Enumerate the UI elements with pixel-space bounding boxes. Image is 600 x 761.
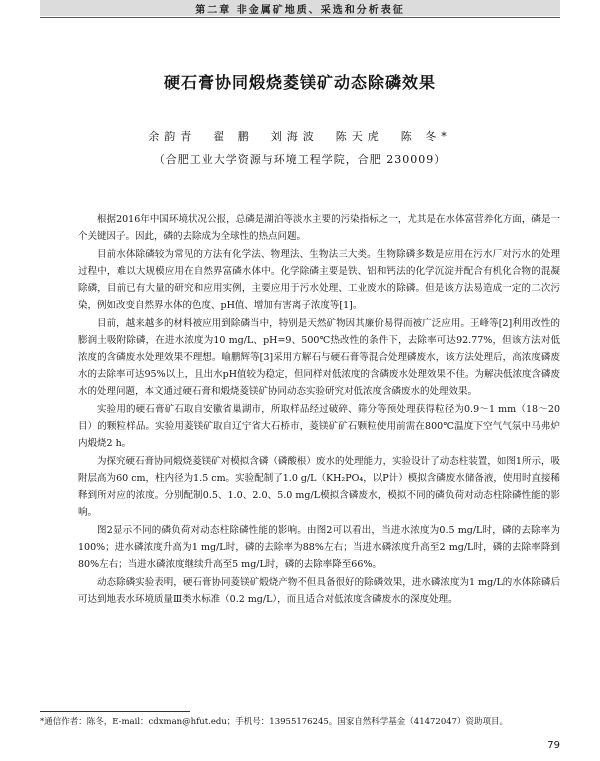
affiliation: （合肥工业大学资源与环境工程学院，合肥 230009） [153, 153, 447, 166]
paragraph-materials: 实验用的硬石膏矿石取自安徽省巢湖市，所取样品经过破碎、筛分等预处理获得粒径为0.9～1 mm（18～20目）的颗粒样品。实验用菱镁矿取自辽宁省大石桥市，菱镁矿矿石颗粒使用前需在800℃温度下空气气氛中马弗炉内煅烧2 h。 [78, 404, 560, 449]
running-header: 第二章 非金属矿地质、采选和分析表征 [195, 5, 405, 16]
page-number: 79 [547, 740, 560, 751]
paragraph-methods-overview: 目前水体除磷较为常见的方法有化学法、物理法、生物法三大类。生物除磷多数是应用在污水厂对污水的处理过程中，难以大规模应用在自然界富磷水体中。化学除磷主要是铁、铝和钙法的化学沉淀并配合有机化合物的混凝除磷，目前已有大量的研究和应用实例，主要应用于污水处理、工业废水的除磷。但是该方法易造成一定的二次污染，例如改变自然界水体的色度、pH值、增加有害离子浓度等[1]。 [78, 249, 560, 311]
paragraph-results: 图2显示不同的磷负荷对动态柱除磷性能的影响。由图2可以看出，当进水浓度为0.5 mg/L时，磷的去除率为100%；进水磷浓度升高为1 mg/L时，磷的去除率为88%左右；当进水磷浓度升高至2 mg/L时，磷的去除率降到80%左右；当进水磷浓度继续升高至5 mg/L时，磷的去除率降至66%。 [78, 525, 560, 570]
footnote-divider [40, 711, 190, 712]
paragraph-intro: 根据2016年中国环境状况公报，总磷是湖泊等淡水主要的污染指标之一，尤其是在水体富营养化方面，磷是一个关键因子。因此，磷的去除成为全球性的热点问题。 [78, 214, 560, 242]
paragraph-conclusion: 动态除磷实验表明，硬石膏协同菱镁矿煅烧产物不但具备很好的除磷效果，进水磷浓度为1 mg/L的水体除磷后可达到地表水环境质量Ⅲ类水标准（0.2 mg/L），而且适合对低浓度含磷废水的深度处理。 [78, 577, 560, 605]
paragraph-experiment: 为探究硬石膏协同煅烧菱镁矿对模拟含磷（磷酸根）废水的处理能力，实验设计了动态柱装置，如图1所示，吸附层高为60 cm，柱内径为1.5 cm。实验配制了1.0 g/L（KH₂PO₄，以P计）模拟含磷废水储备液，使用时直接稀释到所对应的浓度。分别配制0.5、1.0、2.0、5.0 mg/L模拟含磷废水，模拟不同的磷负荷对动态柱除磷性能的影响。 [78, 456, 560, 518]
paragraph-literature: 目前，越来越多的材料被应用到除磷当中，特别是天然矿物因其廉价易得而被广泛应用。王峰等[2]利用改性的膨润土吸附除磷，在进水浓度为10 mg/L、pH=9、500℃热改性的条件下，去除率可达92.77%，但该方法对低浓度的含磷废水处理效果不理想。喻鹏辉等[3]采用方解石与硬石膏等混合处理磷废水，该方法处理后，高浓度磷废水的去除率可达95%以上，且出水pH值较为稳定，但同样对低浓度的含磷废水处理效果不佳。为解决低浓度含磷废水的处理问题，本文通过硬石膏和煅烧菱镁矿协同动态实验研究对低浓度含磷废水的处理效果。 [78, 318, 560, 397]
author-list: 余韵青 翟 鹏 刘海波 陈天虎 陈 冬* [148, 130, 452, 143]
paper-title: 硬石膏协同煅烧菱镁矿动态除磷效果 [163, 73, 436, 92]
body-text [78, 211, 560, 608]
footnote: *通信作者：陈冬，E-mail：cdxman@hfut.edu；手机号：13955176245。国家自然科学基金（41472047）资助项目。 [40, 717, 509, 727]
header-divider [40, 17, 560, 18]
running-header-band [40, 0, 560, 16]
